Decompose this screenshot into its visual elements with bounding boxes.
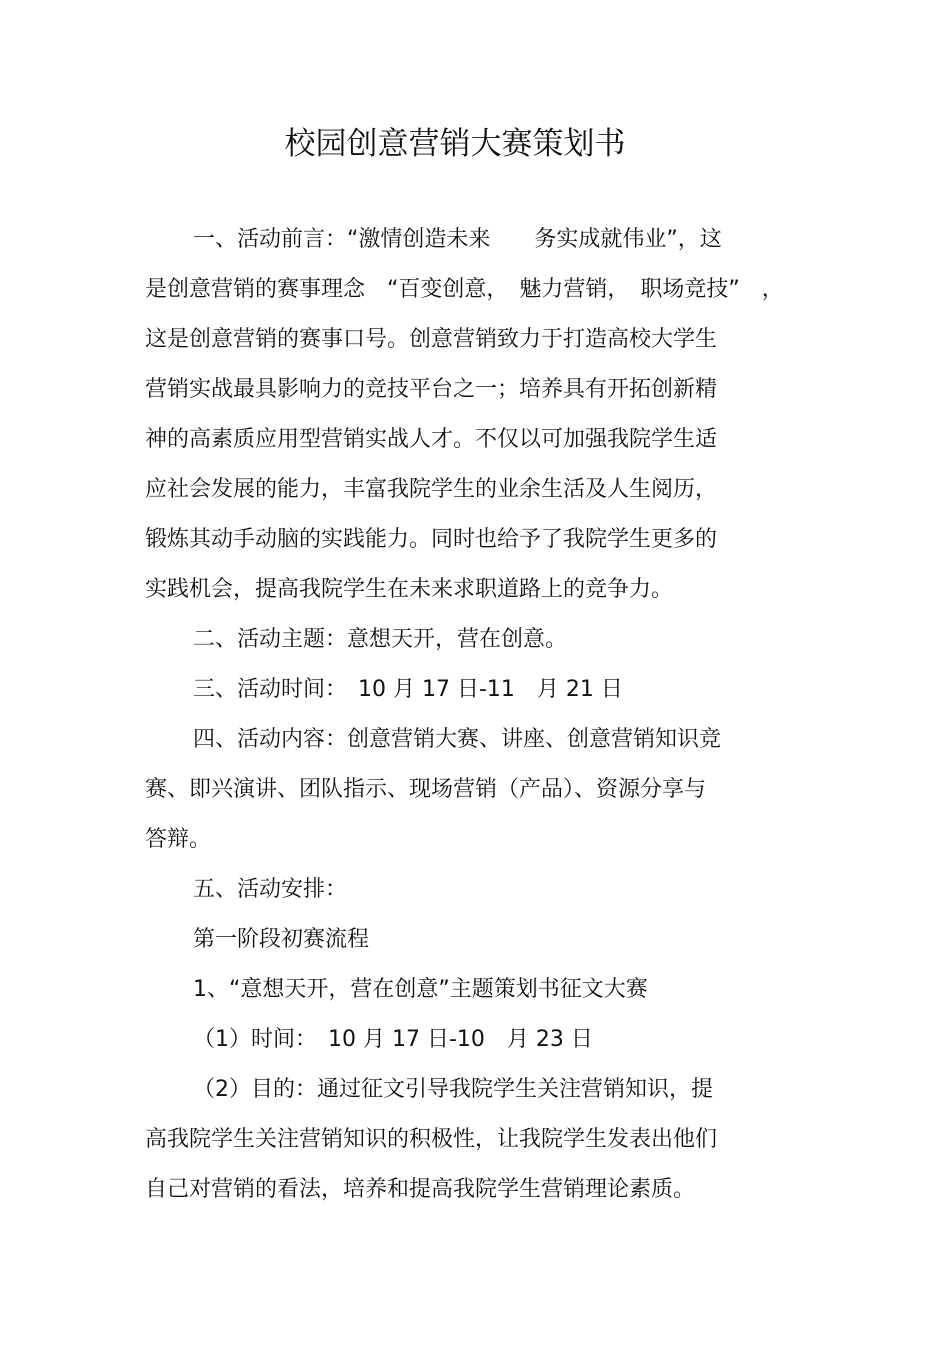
paragraph-line: 高我院学生关注营销知识的积极性，让我院学生发表出他们 — [145, 1127, 718, 1152]
paragraph-line: 答辩。 — [145, 827, 212, 852]
paragraph-line: 自己对营销的看法，培养和提高我院学生营销理论素质。 — [145, 1177, 696, 1202]
list-item: （1）时间： 10 月 17 日-10 月 23 日 — [193, 1027, 593, 1052]
paragraph-line: 神的高素质应用型营销实战人才。不仅以可加强我院学生适 — [145, 427, 718, 452]
section-heading: 五、活动安排： — [193, 877, 348, 902]
paragraph-line: 是创意营销的赛事理念 “百变创意， 魅力营销， 职场竞技” ， — [145, 277, 784, 302]
paragraph-line: 四、活动内容：创意营销大赛、讲座、创意营销知识竞 — [193, 727, 722, 752]
paragraph-line: 锻炼其动手动脑的实践能力。同时也给予了我院学生更多的 — [145, 527, 718, 552]
paragraph-line: 这是创意营销的赛事口号。创意营销致力于打造高校大学生 — [145, 327, 718, 352]
section-heading: 二、活动主题：意想天开，营在创意。 — [193, 627, 568, 652]
subsection-heading: 第一阶段初赛流程 — [193, 927, 370, 952]
list-item: 1、“意想天开，营在创意”主题策划书征文大赛 — [193, 977, 648, 1002]
paragraph-line: 营销实战最具影响力的竞技平台之一；培养具有开拓创新精 — [145, 377, 718, 402]
document-title: 校园创意营销大赛策划书 — [284, 126, 626, 162]
paragraph-line: 一、活动前言：“激情创造未来 务实成就伟业”，这 — [193, 227, 722, 252]
paragraph-line: 赛、即兴演讲、团队指示、现场营销（产品）、资源分享与 — [145, 777, 707, 802]
list-item: （2）目的：通过征文引导我院学生关注营销知识，提 — [193, 1077, 713, 1102]
paragraph-line: 实践机会，提高我院学生在未来求职道路上的竞争力。 — [145, 577, 674, 602]
section-heading: 三、活动时间： 10 月 17 日-11 月 21 日 — [193, 677, 623, 702]
paragraph-line: 应社会发展的能力，丰富我院学生的业余生活及人生阅历， — [145, 477, 718, 502]
